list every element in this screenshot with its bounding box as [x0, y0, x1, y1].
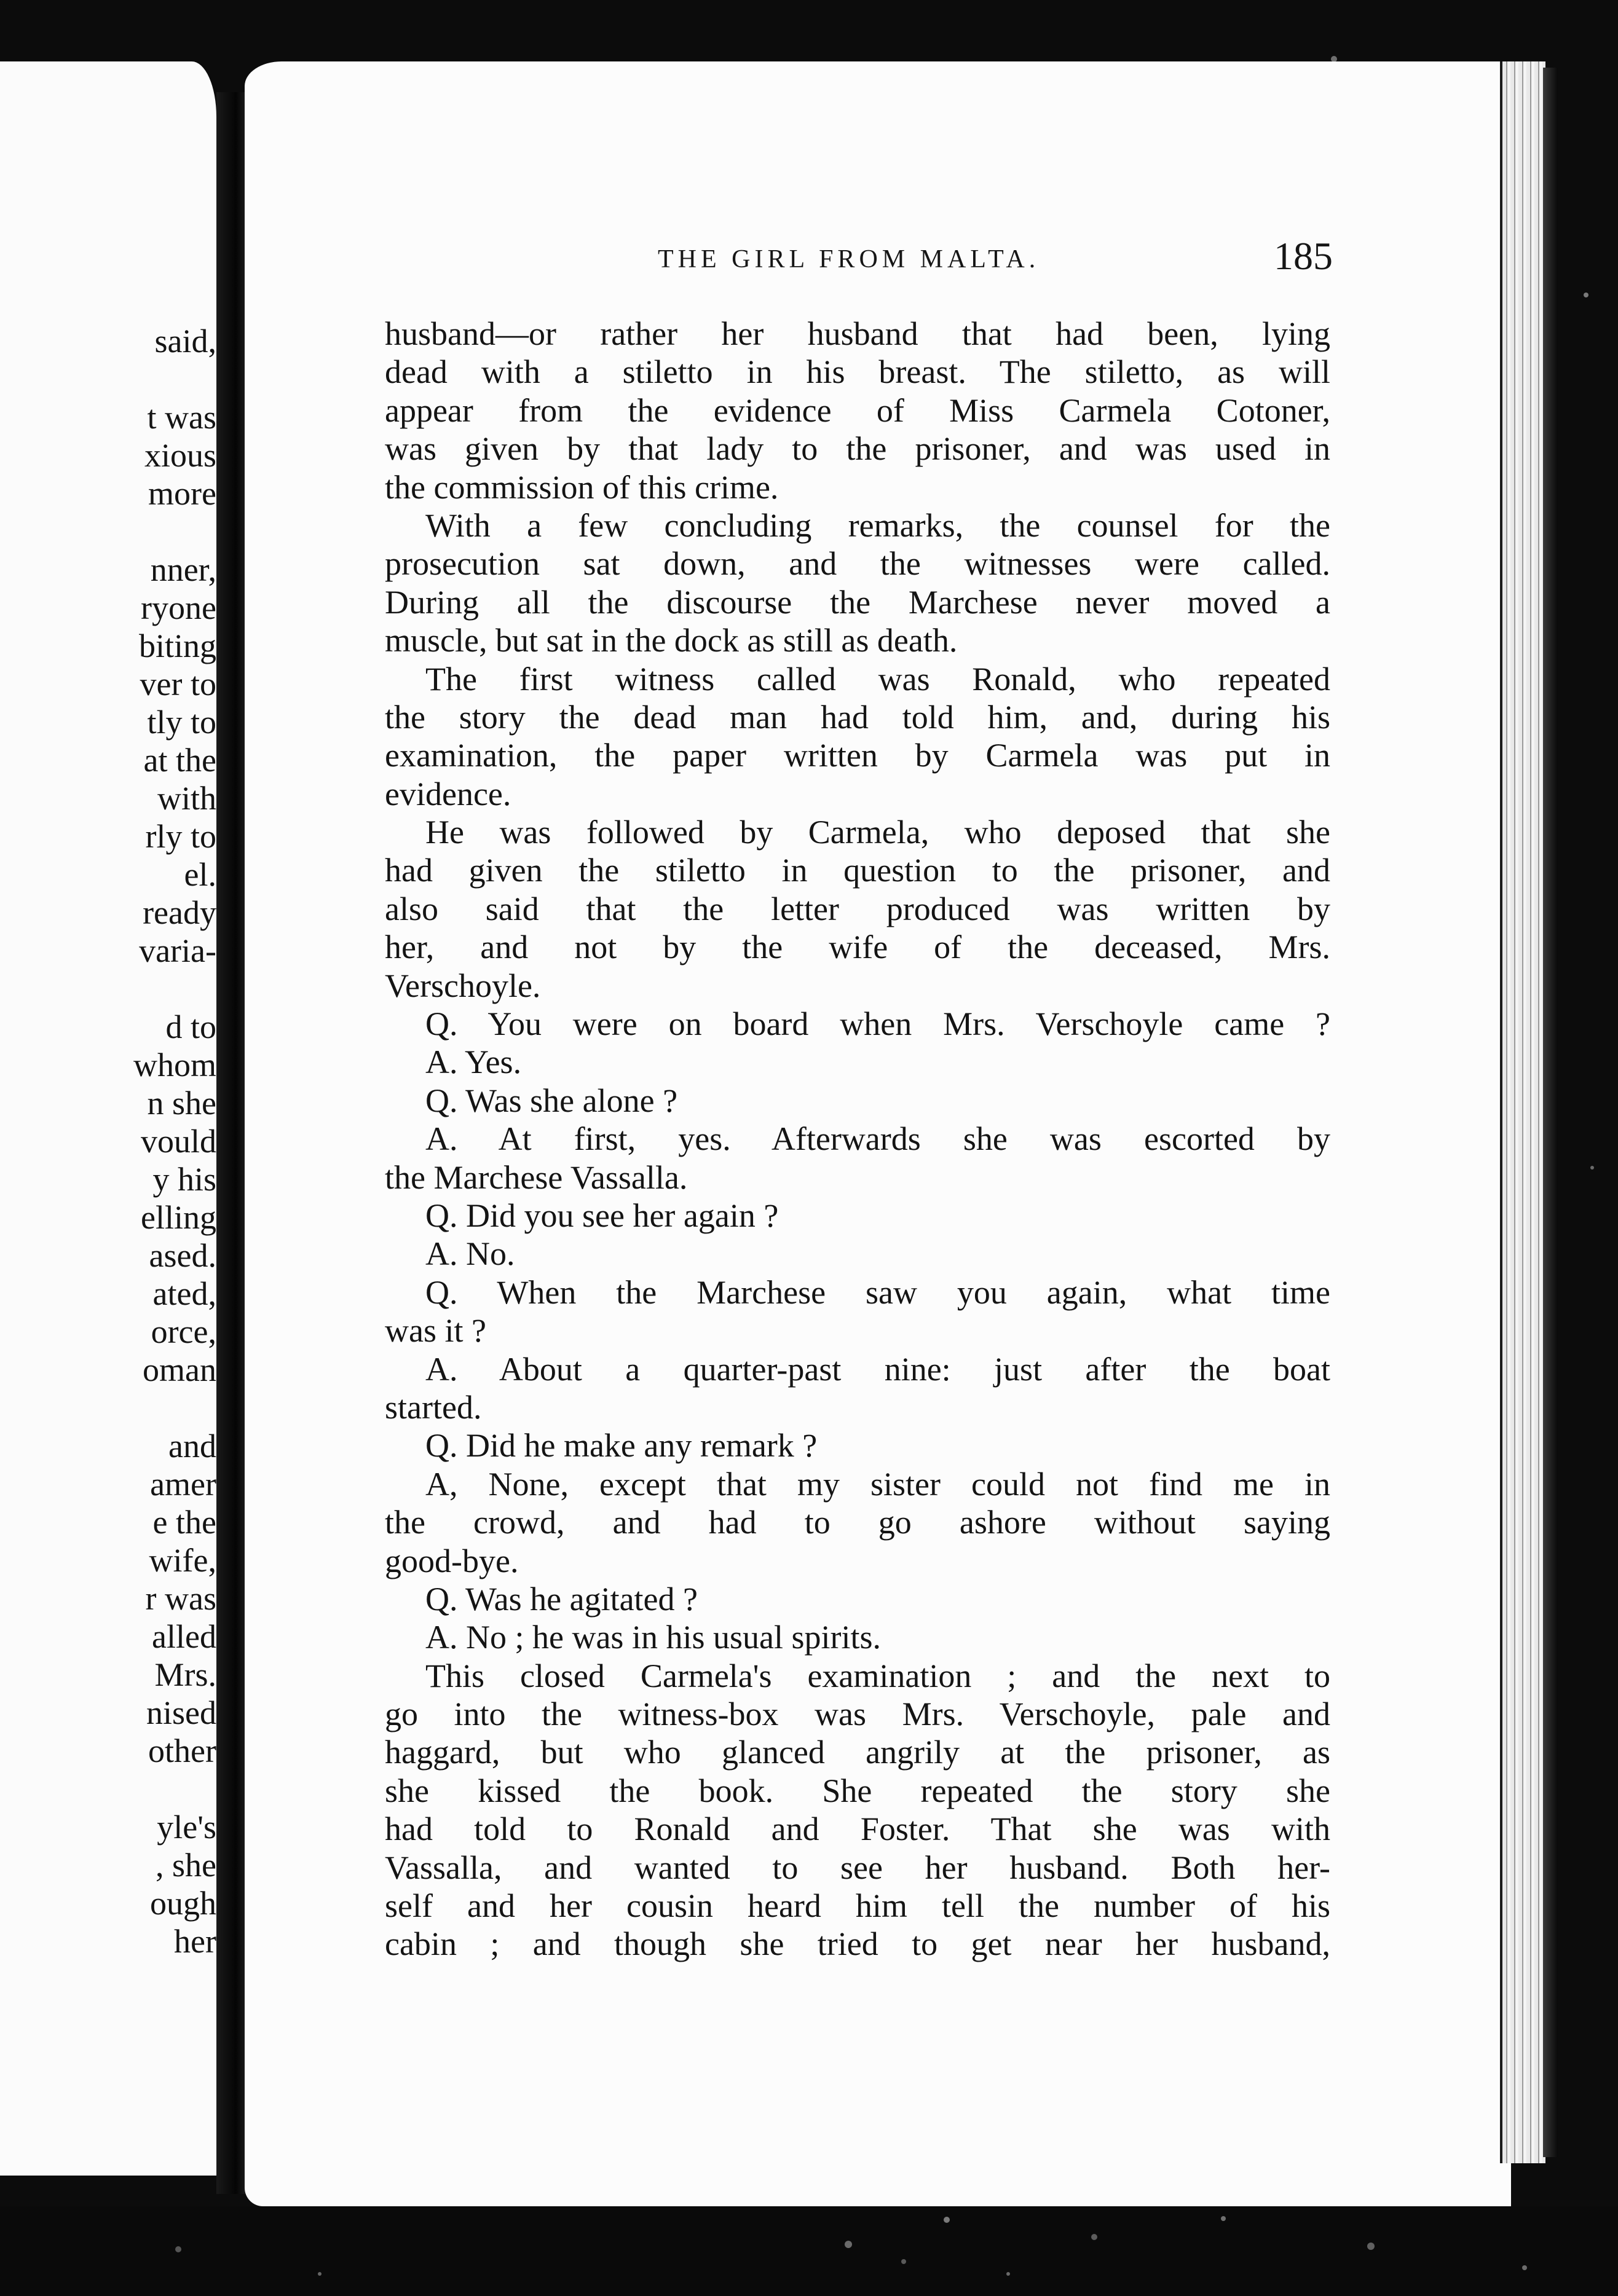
text-line: examination, the paper written by Carmela was put in — [385, 737, 1330, 774]
text-line: haggard, but who glanced angrily at the prisoner, as — [385, 1734, 1330, 1771]
left-page-line: yle's — [157, 1809, 216, 1846]
left-page-line: other — [148, 1732, 216, 1769]
text-line: A, None, except that my sister could not find me in — [425, 1465, 1330, 1503]
left-page-line: varia- — [139, 932, 216, 969]
left-page-line: y his — [152, 1161, 216, 1198]
left-page-line: r was — [145, 1580, 216, 1617]
text-line: was it ? — [385, 1312, 486, 1350]
text-line: Vassalla, and wanted to see her husband. Both her- — [385, 1849, 1330, 1886]
text-line: the crowd, and had to go ashore without saying — [385, 1504, 1330, 1541]
text-line: husband—or rather her husband that had been, lying — [385, 315, 1330, 352]
left-page-line: nised — [146, 1694, 216, 1731]
previous-page-fragment — [0, 61, 216, 2176]
left-page-line: biting — [138, 627, 216, 664]
left-page-line: nner, — [150, 551, 216, 588]
left-page-line: n she — [147, 1085, 216, 1122]
left-page-line: alled — [152, 1618, 216, 1655]
left-page-line: vould — [140, 1123, 216, 1160]
left-page-line: xious — [144, 437, 216, 474]
text-line: This closed Carmela's examination ; and the next to — [425, 1657, 1330, 1694]
left-page-line: t was — [147, 399, 216, 436]
left-page-line: said, — [154, 323, 216, 360]
page-edge-shadow — [1543, 68, 1558, 2157]
text-line: started. — [385, 1388, 482, 1426]
text-line: Q. Was he agitated ? — [425, 1580, 698, 1618]
left-page-line: ready — [143, 894, 216, 931]
left-page-line: whom — [133, 1047, 216, 1083]
left-page-line: rly to — [145, 818, 216, 855]
left-page-line: , she — [156, 1847, 216, 1884]
text-line: A. Yes. — [425, 1044, 522, 1081]
left-page-line: e the — [152, 1504, 216, 1541]
text-line: Q. Was she alone ? — [425, 1082, 678, 1119]
text-line: go into the witness-box was Mrs. Verschoyle, pale and — [385, 1696, 1330, 1733]
text-line: Q. When the Marchese saw you again, what time — [425, 1273, 1330, 1311]
text-line: dead with a stiletto in his breast. The stiletto, as will — [385, 353, 1330, 391]
text-line: The first witness called was Ronald, who repeated — [425, 660, 1330, 698]
text-line: the story the dead man had told him, and, during his — [385, 698, 1330, 736]
left-page-line: oman — [143, 1351, 216, 1388]
left-page-line: amer — [150, 1466, 216, 1503]
text-line: Verschoyle. — [385, 967, 541, 1004]
left-page-line: elling — [141, 1199, 216, 1236]
text-line: self and her cousin heard him tell the number of his — [385, 1887, 1330, 1925]
left-page-line: d to — [165, 1008, 216, 1045]
left-page-line: ryone — [141, 589, 216, 626]
text-line: cabin ; and though she tried to get near her husband, — [385, 1925, 1330, 1963]
text-line: appear from the evidence of Miss Carmela Cotoner, — [385, 391, 1330, 429]
text-line: the Marchese Vassalla. — [385, 1158, 688, 1196]
text-line: evidence. — [385, 775, 511, 812]
text-line: During all the discourse the Marchese never moved a — [385, 583, 1330, 621]
text-line: muscle, but sat in the dock as still as death. — [385, 622, 958, 659]
left-page-line: ated, — [152, 1275, 216, 1312]
left-page-line: el. — [184, 856, 216, 893]
text-line: A. About a quarter-past nine: just after the boat — [425, 1350, 1330, 1388]
left-page-line: orce, — [151, 1313, 216, 1350]
running-head: THE GIRL FROM MALTA. — [658, 245, 1040, 273]
text-line: With a few concluding remarks, the counsel for the — [425, 506, 1330, 544]
left-page-line: ough — [150, 1885, 216, 1922]
text-line: had given the stiletto in question to the prisoner, and — [385, 852, 1330, 889]
text-line: the commission of this crime. — [385, 468, 779, 506]
page-edges — [1500, 61, 1545, 2163]
text-line: she kissed the book. She repeated the story she — [385, 1772, 1330, 1809]
page-number: 185 — [1274, 234, 1333, 278]
text-line: A. No. — [425, 1235, 515, 1273]
left-page-line: at the — [143, 742, 216, 779]
text-line: was given by that lady to the prisoner, and was used in — [385, 430, 1330, 468]
left-page-line: with — [157, 780, 216, 817]
text-line: good-bye. — [385, 1542, 519, 1579]
text-line: Q. You were on board when Mrs. Verschoyle came ? — [425, 1005, 1330, 1043]
text-line: He was followed by Carmela, who deposed that she — [425, 814, 1330, 851]
left-page-line: wife, — [149, 1542, 216, 1579]
text-line: had told to Ronald and Foster. That she was with — [385, 1810, 1330, 1848]
left-page-line: ver to — [140, 666, 216, 702]
text-line: her, and not by the wife of the deceased, Mrs. — [385, 929, 1330, 966]
text-line: A. At first, yes. Afterwards she was escorted by — [425, 1120, 1330, 1158]
text-line: Q. Did you see her again ? — [425, 1197, 779, 1234]
text-line: prosecution sat down, and the witnesses were called. — [385, 545, 1330, 583]
left-page-line: her — [174, 1923, 216, 1960]
left-page-line: and — [168, 1428, 216, 1464]
text-line: Q. Did he make any remark ? — [425, 1427, 818, 1464]
left-page-line: tly to — [147, 704, 216, 741]
page-body-text — [385, 315, 1330, 1964]
left-page-line: ased. — [149, 1237, 216, 1274]
left-page-line: more — [148, 475, 216, 512]
text-line: A. No ; he was in his usual spirits. — [425, 1619, 881, 1656]
left-page-line: Mrs. — [154, 1656, 216, 1693]
text-line: also said that the letter produced was written by — [385, 890, 1330, 927]
